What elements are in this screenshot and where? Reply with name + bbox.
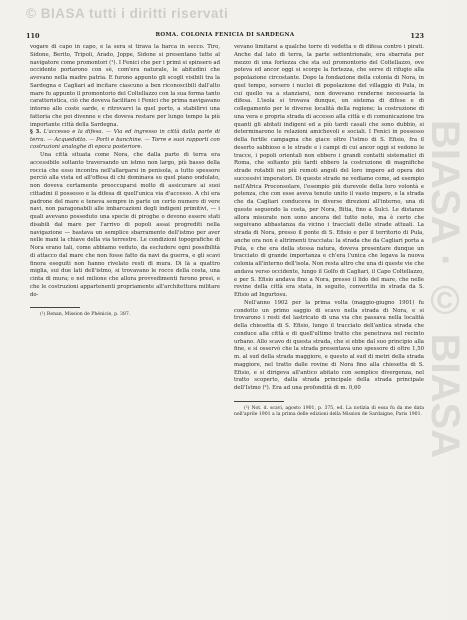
left-paragraph-2: Una città situata come Nora, che dalla parte di terra era accessibile soltanto traversando un istmo non largo, più basso della roccia che esso incontra nell'allargarsi in penisola, a tutto spessore perciò alla vista ed all'offesa di chi dominava su quel piano ondulato, non doveva certamente preoccuparsi molto di assicurare ai suoi cittadini il possesso e la difesa di quell'unica via d'accesso. A chi era padrone del mare e teneva sempre in parte un certo numero di vere navi, non paragonabili alle imbarcazioni degli indigeni primitivi, — i quali avevano posseduto una specie di piroghe o devono essere stati disabili dal mare per l'arrivo di popoli assai progrediti nella navigazione — bastava un semplice sbarramento dell'istmo per aver nelle mani la chiave della via terrestre. Le condizioni topografiche di Nora erano tali, come abbiamo veduto, da escludere ogni possibilità di attacco dal mare che non fosse fatto da navi da guerra, e gli scavi finora eseguiti non hanno rivelato resti di mura. Di là a quattro miglia, sui due lati dell'istmo, si trovavano le rocce della costa, una cinta di mura; e nel milione che allora provvedimenti furono presi, e che le costruzioni appartenenti propriamente all'architettura militare do- [30, 152, 220, 298]
watermark-side: BIASA · © BIASA [423, 120, 467, 459]
footnote-rule-left [30, 307, 80, 308]
right-paragraph-1: vevano limitarsi a qualche torre di vedetta e di difesa contro i pirati. Anche dal lato di terra, la parte settentrionale, era sbarrata per mezzo di una fortezza che sta sul promontorio del Coltellazzo, ove poteva ed ancor oggi si scorge la fortezza, che serve di rifugio alla popolazione circostante. Dopo la fondazione della colonia di Nora, in quel tempo, sorsero i nuclei di popolazione del villaggio di Pula, in cui quello va a stanziarsi, non dovevano renderne necessaria la difesa. L'isola si trovava dunque, un sistema di difese e di collegamento per le diverse località della regione; la costruzione di una vera e propria strada di accesso alla città e di comunicazione tra quanti gli abitati indigeni ed a più tardi casali che sono dubbio, si determinarono le relazioni amichevoli e sociali. I Fenici in possesso della fertile campagna che giace oltre l'istmo di S. Efisio, fra il deserto sabbioso e le strade e i campi di cui ancor oggi si vedono le tracce, i popoli orientali non ebbero i grandi contatti sistematici di Roma, che soltanto più tardi ebbero la costruzione di magnifiche strade rotabili nei più remoti angoli del loro impero ad opera dei successivi imperatori. Di queste strade ne vediamo come, ad esempio nell'Africa Proconsolare, l'esempio più durevole della loro volontà e potenza, che con esse aveva tenuto unito il vasto impero, e la strada che da Cagliari conduceva in diverse direzioni all'interno, una di queste seguendo la costa, per Nora, Bitia, fino a Sulci. Le distanze allora misurate non sono ancora del tutto note, ma è certo che seguivano abbastanza da vicino i tracciati delle strade attuali. La strada di Nora, presso il ponte di S. Efisio e per il territorio di Pula, anche ora non è altrimenti tracciata: la strada che da Cagliari porta a Pula, e che era della stessa natura, doveva presentare dunque un tracciato di grande importanza e ch'era l'unica che legava la nuova colonia all'interno dell'isola. Non resta altro che una di queste vie che andava verso occidente, lungo il Golfo di Cagliari, il Capo Coltellazzo, e per S. Efisio andava fino a Nora, presso il lido del mare, che nelle rovine della città era stata, in seguito, convertita in strada da S. Efisio ad Ingurtosu. [234, 44, 424, 298]
footnote-rule-right [234, 401, 284, 402]
section-number: § 3. [30, 129, 42, 136]
section-heading [30, 129, 220, 152]
page-number-left: 110 [26, 32, 40, 40]
right-footnote: (²) Not. d. scavi, agosto 1901, p. 375, ed. La notizia di essa fu da me data nell'aprile 1901 a la prima delle edizioni della Mission de Sardaigne, Paris 1901. [234, 405, 424, 417]
left-column [30, 44, 220, 318]
section-title: L'accesso e la difesa. — Via ed ingresso in città dalla parte di terra. — Acquedotto. — Porti e banchine. — Torre e suoi rapporti con costruzioni analoghe di epoca posteriore. [30, 129, 221, 151]
right-paragraph-2: Nell'anno 1902 per la prima volta (maggio-giugno 1901) fu condotto un primo saggio di scavo nella strada di Nora, e si trovarono i resti del lastricato di una via che passava nella località della chiesetta di S. Efisio, lungo il tracciato dell'antica strada che conduce alla città e di quell'ultimo tratto che penetrava nel recinto urbano. Allo scavo di questa strada, che si ebbe dal suo principio alla fine, e si osservò che la strada presentava uno spessore di oltre 1,50 m. al sud della strada maggiore, e questo al sud di metri della strada maggiore, nel tratto dalle rovine di Nora fino alla chiesetta di S. Efisio, e si dirigeva all'antico abitato con semplice divergenza, nel tratto scoperto, dalla strada principale della strada principale dell'Istmo (²). Era ad una profondità di m. 0,60 [234, 299, 424, 391]
running-title: ROMA. COLONIA FENICIA DI SARDEGNA [155, 32, 295, 38]
left-paragraph-1: vogare di capo in capo, e la sera si tirava la barca in secco. Tiro, Sidone, Berito, Tripoli, Arado, Joppe, Sidone si presentano tutte al navigatore come promontori (¹). I Fenici che per i primi si spinsero ad occidente portarono con sè, com'era naturale, le abitudini che avevano nella madre patria. E furono appunto gli scogli visibili tra la Sardegna e Cagliari ad incitare ciascuno a ben riconoscibili dall'alto mare fu appunto il promontorio del Coltellazzo con la sua forma tanto caratteristica, ciò che doveva facilitare i Fenici che prima navigavano intorno alle coste sarde, e ritrovarvi la quel porto, a stabilirvi una fattoria che poi divenne e che doveva restare per lungo tempo la più importante città della Sardegna. [30, 44, 220, 128]
right-column [234, 44, 424, 418]
running-header [26, 32, 424, 44]
page-number-right: 123 [410, 32, 424, 40]
watermark-top: © BIASA tutti i diritti riservati [26, 6, 229, 21]
left-footnote: (¹) Renan, Mission de Phénicie, p. 387. [40, 312, 131, 318]
